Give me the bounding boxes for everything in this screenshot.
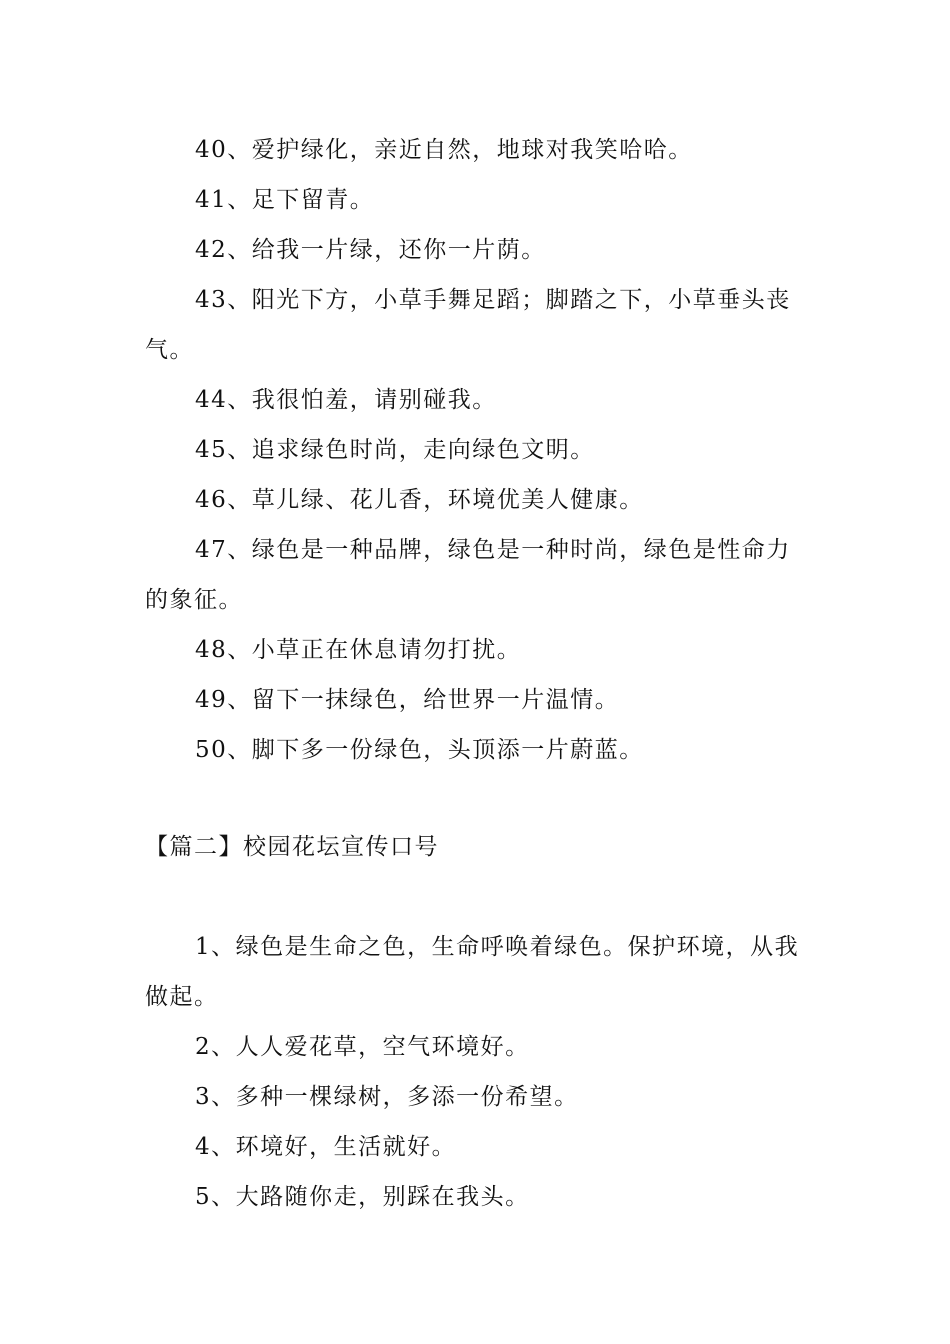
slogan-42: 42、给我一片绿，还你一片荫。 bbox=[195, 237, 546, 263]
slogan-47: 47、绿色是一种品牌，绿色是一种时尚，绿色是性命力的象征。 bbox=[145, 537, 791, 613]
slogan-46: 46、草儿绿、花儿香，环境优美人健康。 bbox=[195, 487, 644, 513]
section-heading: 【篇二】校园花坛宣传口号 bbox=[145, 834, 439, 860]
slogan-41: 41、足下留青。 bbox=[195, 187, 375, 213]
slogan-50: 50、脚下多一份绿色，头顶添一片蔚蓝。 bbox=[195, 737, 644, 763]
slogan-49: 49、留下一抹绿色，给世界一片温情。 bbox=[195, 687, 620, 713]
slogan-43: 43、阳光下方，小草手舞足蹈；脚踏之下，小草垂头丧气。 bbox=[145, 287, 791, 363]
slogan-40: 40、爱护绿化，亲近自然，地球对我笑哈哈。 bbox=[195, 137, 693, 163]
slogan-2: 2、人人爱花草，空气环境好。 bbox=[195, 1034, 530, 1060]
slogan-3: 3、多种一棵绿树，多添一份希望。 bbox=[195, 1084, 579, 1110]
slogan-44: 44、我很怕羞，请别碰我。 bbox=[195, 387, 497, 413]
slogan-48: 48、小草正在休息请勿打扰。 bbox=[195, 637, 522, 663]
slogan-45: 45、追求绿色时尚，走向绿色文明。 bbox=[195, 437, 595, 463]
slogan-4: 4、环境好，生活就好。 bbox=[195, 1134, 457, 1160]
slogan-5: 5、大路随你走，别踩在我头。 bbox=[195, 1184, 530, 1210]
slogan-1: 1、绿色是生命之色，生命呼唤着绿色。保护环境，从我做起。 bbox=[145, 934, 800, 1010]
